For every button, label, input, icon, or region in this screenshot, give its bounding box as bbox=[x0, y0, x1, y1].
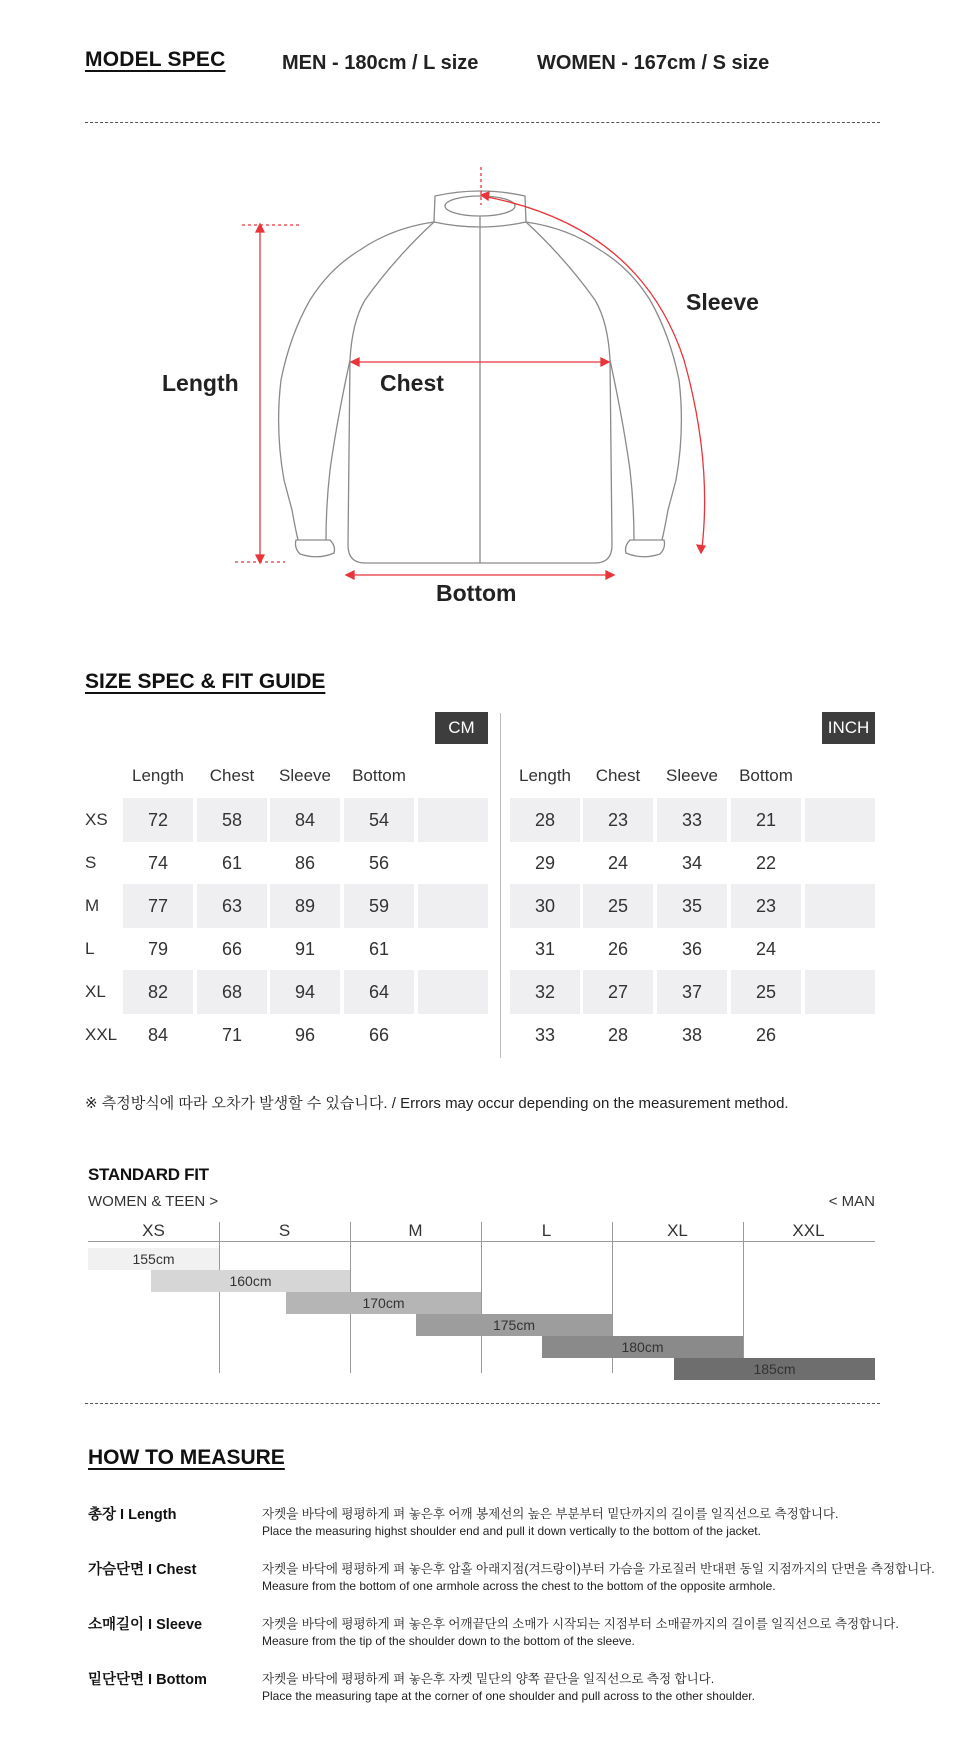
cm-table-cell: 79 bbox=[147, 939, 169, 959]
fit-size-header: L bbox=[541, 1221, 552, 1240]
cm-table-cell: 61 bbox=[221, 853, 243, 873]
cm-table-cell: 58 bbox=[197, 798, 267, 842]
size-row-label: M bbox=[85, 896, 100, 915]
inch-table-cell: 34 bbox=[681, 853, 703, 873]
inch-table-cell: 24 bbox=[755, 939, 777, 959]
cm-col-header: Length bbox=[132, 766, 184, 785]
cm-table-cell: 64 bbox=[344, 970, 414, 1014]
inch-table-cell: 24 bbox=[607, 853, 629, 873]
cm-table-cell: 66 bbox=[368, 1025, 390, 1045]
inch-table-cell: 31 bbox=[534, 939, 556, 959]
inch-table-cell: 33 bbox=[657, 798, 727, 842]
fit-size-header: M bbox=[408, 1221, 423, 1240]
inch-table-spacer-cell bbox=[805, 798, 875, 842]
inch-table-cell: 25 bbox=[731, 970, 801, 1014]
fit-size-header: XL bbox=[667, 1221, 688, 1240]
model-spec-men: MEN - 180cm / L size bbox=[282, 52, 479, 74]
cm-table-cell: 56 bbox=[368, 853, 390, 873]
inch-table-spacer-cell bbox=[805, 970, 875, 1014]
fit-size-header: XXL bbox=[792, 1221, 825, 1240]
fit-column-divider bbox=[481, 1222, 482, 1373]
cm-table-cell: 86 bbox=[294, 853, 316, 873]
inch-table-spacer-cell bbox=[805, 884, 875, 928]
cm-table-cell: 63 bbox=[197, 884, 267, 928]
jacket-diagram bbox=[0, 150, 960, 620]
cm-table-cell: 84 bbox=[270, 798, 340, 842]
fit-column-divider bbox=[219, 1222, 220, 1373]
inch-table-cell: 22 bbox=[755, 853, 777, 873]
cm-table-cell: 96 bbox=[294, 1025, 316, 1045]
inch-table-cell: 36 bbox=[681, 939, 703, 959]
cm-table-spacer-cell bbox=[418, 884, 488, 928]
measure-item-description-ko: 자켓을 바닥에 평평하게 펴 놓은후 암홀 아래지점(겨드랑이)부터 가슴을 가로질러 반대편 동일 지점까지의 단면을 측정합니다. bbox=[262, 1562, 935, 1576]
model-spec-title: MODEL SPEC bbox=[85, 48, 226, 71]
inch-table-cell: 26 bbox=[607, 939, 629, 959]
cm-table-cell: 77 bbox=[123, 884, 193, 928]
measure-item-description-en: Measure from the bottom of one armhole across the chest to the bottom of the opposite armhole. bbox=[262, 1579, 776, 1593]
cm-table-cell: 82 bbox=[123, 970, 193, 1014]
man-label: < MAN bbox=[828, 1193, 875, 1210]
cm-table-cell: 68 bbox=[197, 970, 267, 1014]
fit-height-bar: 160cm bbox=[151, 1270, 350, 1292]
size-row-label: L bbox=[85, 939, 95, 958]
cm-table-cell: 54 bbox=[344, 798, 414, 842]
measurement-note: ※ 측정방식에 따라 오차가 발생할 수 있습니다. / Errors may occur depending on the measurement method. bbox=[85, 1095, 789, 1112]
measure-item-description-en: Place the measuring highst shoulder end and pull it down vertically to the bottom of the jacket. bbox=[262, 1524, 761, 1538]
measure-item-description-en: Place the measuring tape at the corner of one shoulder and pull across to the other shoulder. bbox=[262, 1689, 755, 1703]
inch-table-cell: 26 bbox=[755, 1025, 777, 1045]
cm-table-cell: 94 bbox=[270, 970, 340, 1014]
inch-table-cell: 28 bbox=[510, 798, 580, 842]
cm-unit-badge: CM bbox=[435, 712, 488, 744]
fit-size-header: S bbox=[278, 1221, 291, 1240]
label-bottom: Bottom bbox=[436, 580, 517, 606]
fit-height-bar: 175cm bbox=[416, 1314, 612, 1336]
inch-table-cell: 29 bbox=[534, 853, 556, 873]
cm-table-spacer-cell bbox=[418, 970, 488, 1014]
cm-table-cell: 84 bbox=[147, 1025, 169, 1045]
size-row-label: XXL bbox=[85, 1025, 118, 1044]
fit-height-bar: 155cm bbox=[88, 1248, 219, 1270]
inch-col-header: Length bbox=[519, 766, 571, 785]
size-row-label: S bbox=[85, 853, 97, 872]
cm-col-header: Chest bbox=[209, 766, 255, 785]
inch-col-header: Sleeve bbox=[666, 766, 718, 785]
size-row-label: XS bbox=[85, 810, 108, 829]
inch-table-cell: 23 bbox=[583, 798, 653, 842]
cm-table-cell: 89 bbox=[270, 884, 340, 928]
measure-item-label: 가슴단면 I Chest bbox=[88, 1562, 197, 1578]
measure-item-label: 총장 I Length bbox=[88, 1507, 177, 1523]
cm-table-cell: 91 bbox=[294, 939, 316, 959]
measure-item-description-ko: 자켓을 바닥에 평평하게 펴 놓은후 자켓 밑단의 양쪽 끝단을 일직선으로 측정 합니다. bbox=[262, 1672, 715, 1686]
inch-table-cell: 25 bbox=[583, 884, 653, 928]
inch-table-cell: 28 bbox=[607, 1025, 629, 1045]
fit-height-bar: 180cm bbox=[542, 1336, 743, 1358]
inch-table-cell: 35 bbox=[657, 884, 727, 928]
inch-col-header: Bottom bbox=[739, 766, 793, 785]
table-divider bbox=[500, 713, 501, 1058]
cm-table-spacer-cell bbox=[418, 798, 488, 842]
cm-table-cell: 66 bbox=[221, 939, 243, 959]
fit-height-bar: 185cm bbox=[674, 1358, 875, 1380]
cm-table-cell: 61 bbox=[368, 939, 390, 959]
label-chest: Chest bbox=[380, 370, 444, 396]
women-teen-label: WOMEN & TEEN > bbox=[88, 1193, 219, 1210]
fit-size-header: XS bbox=[142, 1221, 165, 1240]
cm-col-header: Bottom bbox=[352, 766, 406, 785]
divider-top bbox=[85, 122, 880, 123]
label-sleeve: Sleeve bbox=[686, 289, 759, 315]
cm-table-cell: 74 bbox=[147, 853, 169, 873]
inch-table-cell: 33 bbox=[534, 1025, 556, 1045]
cm-table-cell: 59 bbox=[344, 884, 414, 928]
inch-table-cell: 30 bbox=[510, 884, 580, 928]
size-row-label: XL bbox=[85, 982, 106, 1001]
fit-column-divider bbox=[743, 1222, 744, 1373]
measure-item-description-en: Measure from the tip of the shoulder down to the bottom of the sleeve. bbox=[262, 1634, 635, 1648]
inch-table-cell: 32 bbox=[510, 970, 580, 1014]
fit-height-bar: 170cm bbox=[286, 1292, 481, 1314]
cm-table-cell: 71 bbox=[221, 1025, 243, 1045]
standard-fit-title: STANDARD FIT bbox=[88, 1165, 209, 1184]
cm-col-header: Sleeve bbox=[279, 766, 331, 785]
inch-table-cell: 37 bbox=[657, 970, 727, 1014]
inch-col-header: Chest bbox=[595, 766, 641, 785]
measure-item-label: 소매길이 I Sleeve bbox=[88, 1617, 203, 1633]
jacket-illustration bbox=[0, 150, 960, 620]
measure-item-label: 밑단단면 I Bottom bbox=[88, 1672, 207, 1688]
inch-unit-badge: INCH bbox=[822, 712, 875, 744]
divider-bottom bbox=[85, 1403, 880, 1404]
measure-item-description-ko: 자켓을 바닥에 평평하게 펴 놓은후 어깨 봉제선의 높은 부분부터 밑단까지의 길이를 일직선으로 측정합니다. bbox=[262, 1507, 839, 1521]
how-to-measure-title: HOW TO MEASURE bbox=[88, 1446, 285, 1469]
inch-table-cell: 27 bbox=[583, 970, 653, 1014]
label-length: Length bbox=[162, 370, 239, 396]
inch-table-cell: 21 bbox=[731, 798, 801, 842]
cm-table-cell: 72 bbox=[123, 798, 193, 842]
size-spec-title: SIZE SPEC & FIT GUIDE bbox=[85, 670, 326, 693]
inch-table-cell: 23 bbox=[731, 884, 801, 928]
inch-table-cell: 38 bbox=[681, 1025, 703, 1045]
measure-item-description-ko: 자켓을 바닥에 평평하게 펴 놓은후 어깨끝단의 소매가 시작되는 지점부터 소매끝까지의 길이를 일직선으로 측정합니다. bbox=[262, 1617, 899, 1631]
model-spec-women: WOMEN - 167cm / S size bbox=[537, 52, 770, 74]
